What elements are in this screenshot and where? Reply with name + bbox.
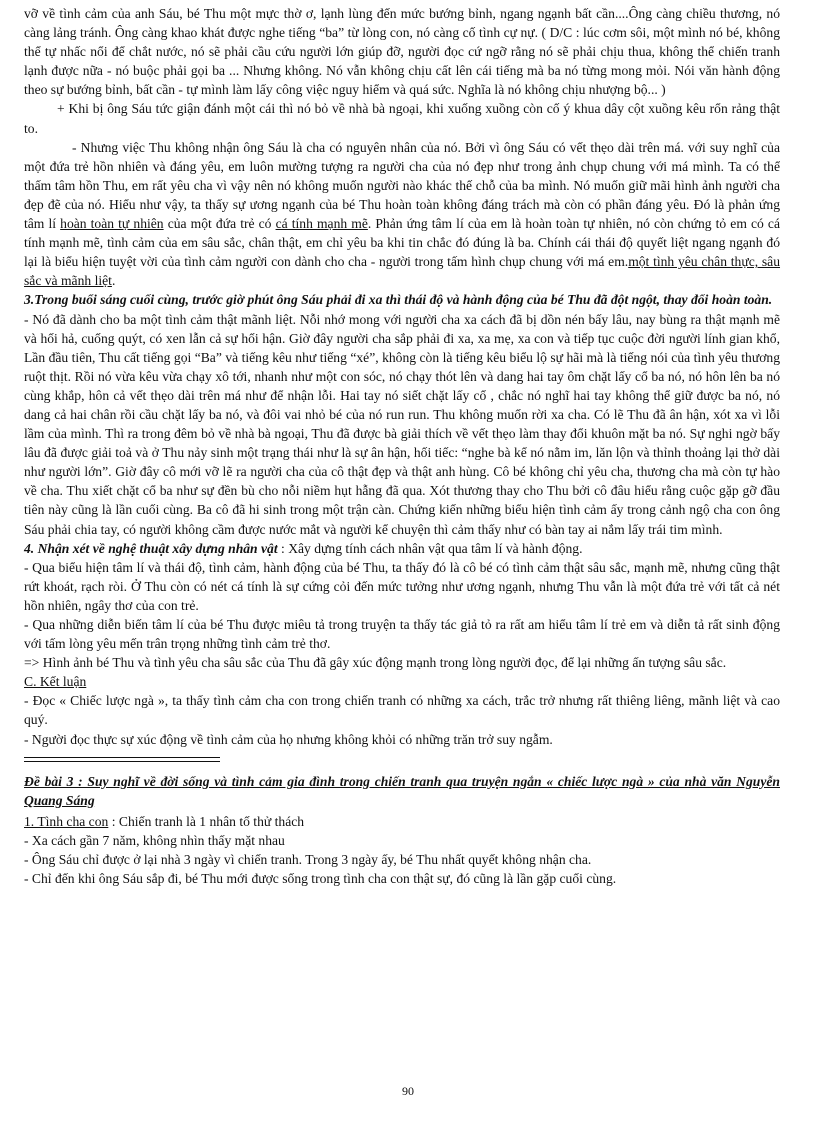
double-rule-divider (24, 757, 220, 762)
paragraph-5: - Qua biểu hiện tâm lí và thái độ, tình cảm, hành động của bé Thu, ta thấy đó là cô bé có tình cảm thật sâu sắc, mạnh mẽ, nhưng cũng thật rứt khoát, rạch ròi. Ở Thu còn có nét cá tính là sự cứng cỏi đến mức tưởng như ương ngạnh, nhưng Thu vẫn là một đứa trẻ với tất cả nét hồn nhiên, ngây thơ của con trẻ. (24, 559, 780, 613)
underlined-phrase: hoàn toàn tự nhiên (60, 216, 164, 232)
paragraph-3: - Nhưng việc Thu không nhận ông Sáu là cha có nguyên nhân của nó. Bởi vì ông Sáu có vết thẹo dài trên má. với suy nghĩ của một đứa trẻ hồn nhiên và đáng yêu, em luôn mường tượng ra người cha của nó đẹp như trong ảnh chụp chung với má mình. Ta có thể thấm tâm hồn Thu, em rất yêu cha vì vậy nên nó không muốn người nào khác thế chỗ của ba mình. Nó muốn giữ mãi hình ảnh người cha đẹp đẽ của nó. Hiểu như vậy, ta thấy sự ương ngạnh của bé Thu hoàn toàn không đáng trách mà còn có phần đáng yêu. Đó là phản ứng tâm lí hoàn toàn tự nhiên của một đứa trẻ có cá tính mạnh mẽ. Phản ứng tâm lí của em là hoàn toàn tự nhiên, nó còn chứng tỏ em có cá tính mạnh mẽ, tình cảm của em sâu sắc, chân thật, em chỉ yêu ba khi tin chắc đó đúng là ba. Chính cái thái độ quyết liệt ngang ngạnh đó lại là biểu hiện tuyệt vời của tình cảm người con dành cho cha - người trong tấm hình chụp chung với má em.một tình yêu chân thực, sâu sắc và mãnh liệt. (24, 139, 781, 289)
list-item: - Xa cách gần 7 năm, không nhìn thấy mặt nhau (24, 832, 285, 848)
section-heading-4: 4. Nhận xét về nghệ thuật xây dựng nhân vật : Xây dựng tính cách nhân vật qua tâm lí và hành động. (24, 540, 583, 556)
assignment-title: Đề bài 3 : Suy nghĩ về đời sống và tình cảm gia đình trong chiến tranh qua truyện ngắn « chiếc lược ngà » của nhà văn Nguyễn Quang Sáng (24, 773, 780, 808)
conclusion-heading: C. Kết luận (24, 674, 87, 690)
paragraph-1: vỡ về tình cảm của anh Sáu, bé Thu một mực thờ ơ, lạnh lùng đến mức bướng bỉnh, ngang ngạnh bất cần....Ông càng chiều thương, nó càng lảng tránh. Ông càng khao khát được nghe tiếng “ba” từ lòng con, nó càng cố tình cự nự. ( D/C : lúc cơm sôi, một mình nó bé, không thể tự nhấc nổi để chắt nước, nó sẽ phải cầu cứu người lớn giúp đỡ, người đọc cứ ngỡ rằng nó sẽ phải chịu thua, không thể chiến tranh lạnh được nữa - nó buộc phải gọi ba ... Nhưng không. Nó vẫn không chịu cất lên cái tiếng mà ba nó từng mong mỏi. Nói văn hành động theo sự bướng bỉnh, bất cần - tự mình làm lấy công việc nguy hiểm và quá sức. Nghĩa là nó không chịu nhượng bộ... ) (24, 6, 780, 98)
paragraph-6: - Qua những diễn biến tâm lí của bé Thu được miêu tả trong truyện ta thấy tác giả tỏ ra rất am hiểu tâm lí trẻ em và diễn tả rất sinh động với tấm lòng yêu mến trân trọng những tình cảm trẻ thơ. (24, 617, 780, 652)
paragraph-2: + Khi bị ông Sáu tức giận đánh một cái thì nó bỏ về nhà bà ngoại, khi xuống xuồng còn cố ý khua dây cột xuồng kêu rổn rảng thật to. (24, 101, 780, 136)
subsection-heading-1: 1. Tình cha con : Chiến tranh là 1 nhân tố thử thách (24, 813, 305, 829)
paragraph-9: - Người đọc thực sự xúc động về tình cảm của họ nhưng không khỏi có những trăn trở suy ngẫm. (24, 731, 553, 747)
underlined-phrase: một tình yêu chân thực, sâu sắc và mãnh liệt (24, 254, 781, 289)
section-heading-3: 3.Trong buổi sáng cuối cùng, trước giờ phút ông Sáu phải đi xa thì thái độ và hành động của bé Thu đã đột ngột, thay đổi hoàn toàn. (24, 292, 773, 308)
paragraph-8: - Đọc « Chiếc lược ngà », ta thấy tình cảm cha con trong chiến tranh có những xa cách, trắc trở nhưng rất thiêng liêng, mãnh liệt và cao quý. (24, 693, 780, 728)
paragraph-7: => Hình ảnh bé Thu và tình yêu cha sâu sắc của Thu đã gây xúc động mạnh trong lòng người đọc, để lại những ấn tượng sâu sắc. (24, 655, 727, 671)
paragraph-4: - Nó đã dành cho ba một tình cảm thật mãnh liệt. Nỗi nhớ mong với người cha xa cách đã bị dồn nén bấy lâu, nay bùng ra thật mạnh mẽ và hối hả, cuống quýt, có xen lẫn cả sự hối hận. Giờ đây người cha sắp phải đi xa, xa mẹ, xa con và tiếp tục cuộc đời người lính gian khổ, Lần đầu tiên, Thu cất tiếng gọi “Ba” và tiếng kêu như tiếng “xé”, không còn là tiếng kêu biểu lộ sự hãi mà là tiếng nói của tình yêu thương ruột thịt. Rồi nó vừa kêu vừa chạy xô tới, nhanh như một con sóc, nó chạy thót lên và dang hai tay ôm chặt lấy cổ ba nó, nó hôn lên ba nó cùng khắp, hôn cả vết thẹo dài trên má như để nhận lỗi. Hai tay nó siết chặt lấy cổ , chắc nó nghĩ hai tay không thể giữ được ba nó, nó dang cả hai chân rồi cầu chặt lấy ba nó, và đôi vai nhỏ bé của nó run run. Thu không muốn rời xa cha. Có lẽ Thu đã ân hận, xót xa vì lỗi lầm của mình. Thì ra trong đêm bỏ về nhà bà ngoại, Thu đã được bà giải thích về vết thẹo làm thay đổi khuôn mặt ba nó. Sự nghi ngờ bấy lâu đã được giải toả và ở Thu nảy sinh một trạng thái như là sự ân hận, hối tiếc: “nghe bà kể nó nằm im, lăn lộn và thỉnh thoảng lại thở dài như người lớn”. Giờ đây cô mới vỡ lẽ ra người cha của cô thật đẹp và thật anh hùng. Cô bé không chỉ yêu cha, thương cha mà còn tự hào về cha. Thu xiết chặt cổ ba như sự đền bù cho nỗi niềm hụt hẫng đã qua. Xót thương thay cho Thu bởi cô đâu hiểu rằng cuộc gặp gỡ đầu tiên này cũng là lần cuối cùng. Ba cô đã hi sinh trong một trận càn. Chứng kiến những biểu hiện tình cảm ấy trong cảnh ngộ cha con ông Sáu phải chia tay, có người không cầm được nước mắt và người kể chuyện thì cảm thấy như có bàn tay ai nắm lấy trái tim mình. (24, 311, 780, 537)
page-number: 90 (402, 1084, 414, 1098)
list-item: - Ông Sáu chỉ được ở lại nhà 3 ngày vì chiến tranh. Trong 3 ngày ấy, bé Thu nhất quyết không nhận cha. (24, 852, 592, 868)
list-item: - Chỉ đến khi ông Sáu sắp đi, bé Thu mới được sống trong tình cha con thật sự, đó cũng là lần gặp cuối cùng. (24, 871, 617, 887)
document-page (24, 4, 780, 888)
underlined-phrase: cá tính mạnh mẽ (275, 216, 368, 232)
